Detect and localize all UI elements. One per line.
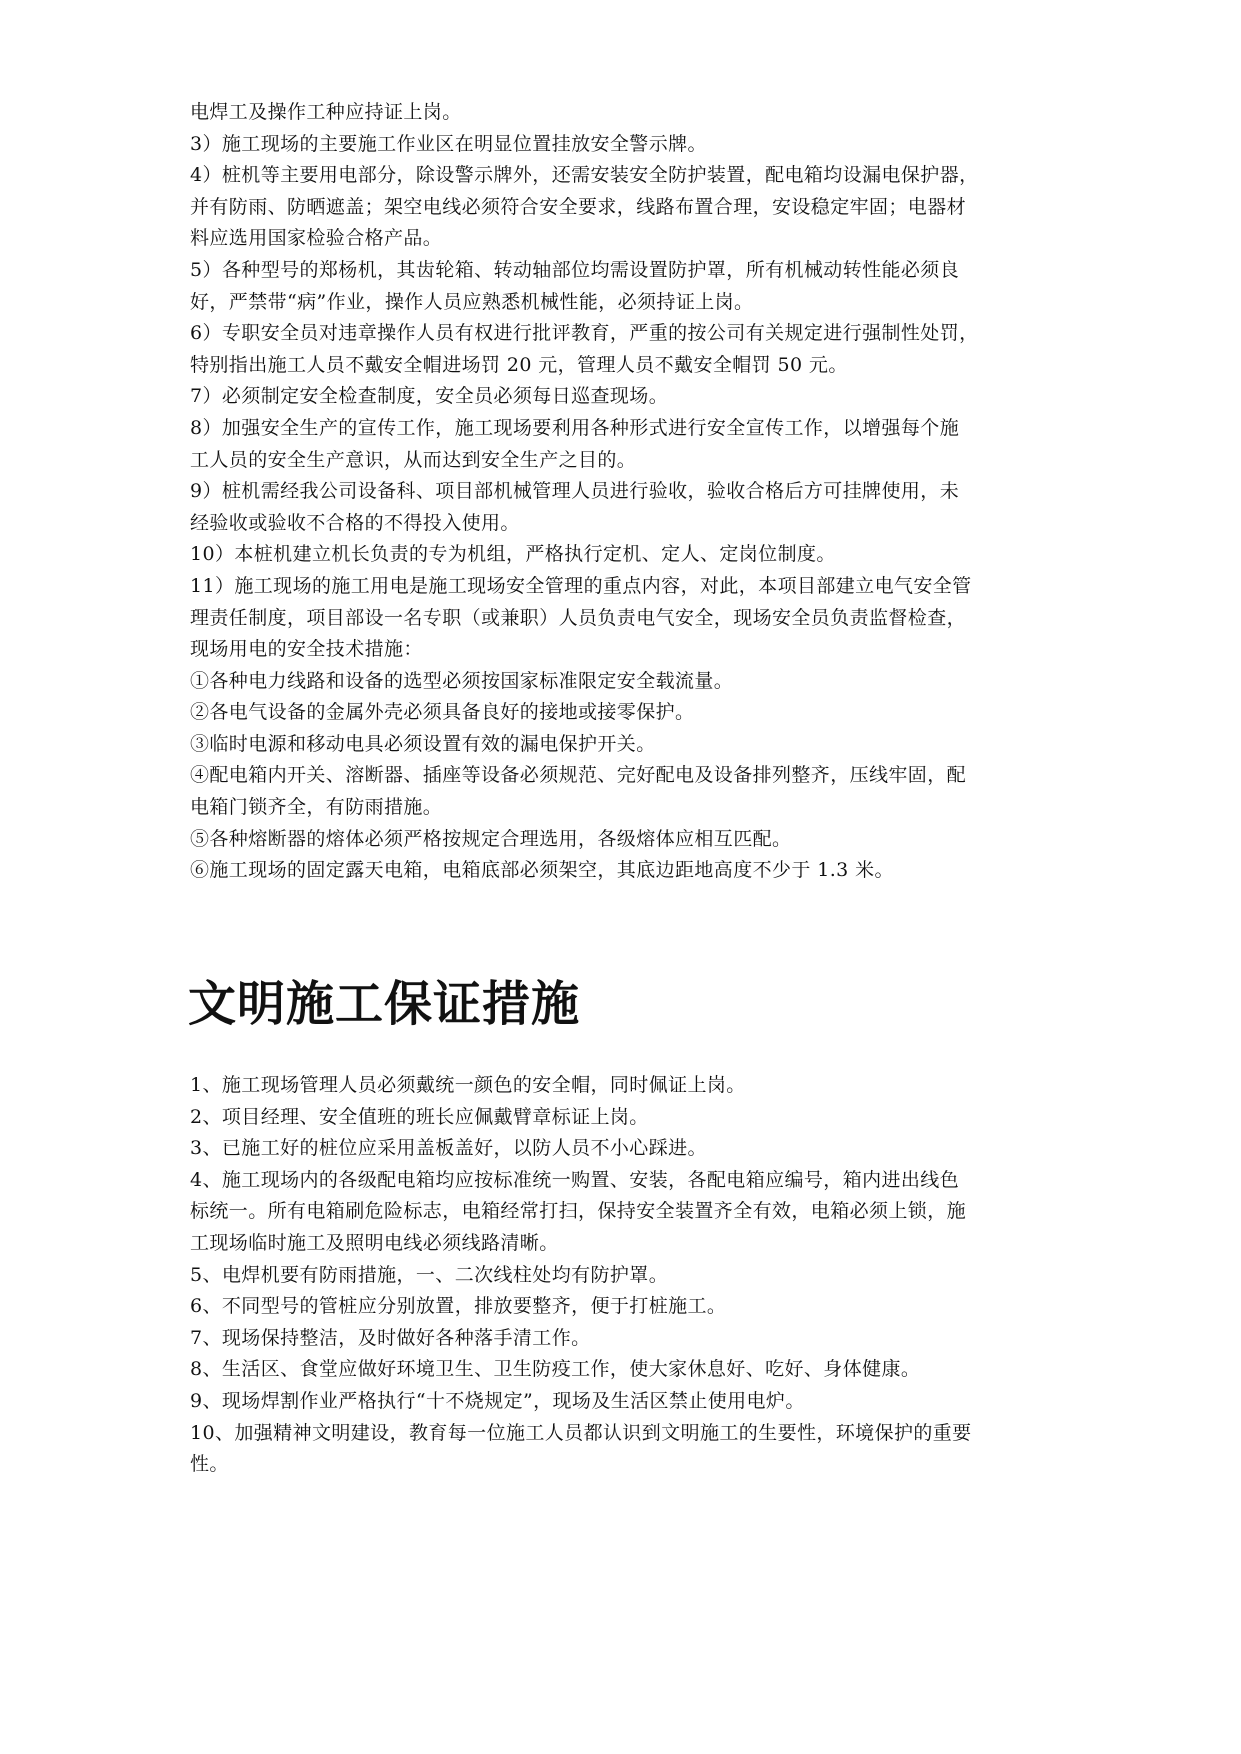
text-line: 并有防雨、防晒遮盖；架空电线必须符合安全要求，线路布置合理，安设稳定牢固；电器材 [190, 195, 967, 218]
text-line: 特别指出施工人员不戴安全帽进场罚 20 元，管理人员不戴安全帽罚 50 元。 [190, 353, 848, 376]
text-line: 7）必须制定安全检查制度，安全员必须每日巡查现场。 [190, 385, 669, 408]
text-line: 工人员的安全生产意识，从而达到安全生产之目的。 [190, 448, 637, 471]
list-item: 7、现场保持整洁，及时做好各种落手清工作。 [190, 1326, 591, 1349]
list-item: 1、施工现场管理人员必须戴统一颜色的安全帽，同时佩证上岗。 [190, 1074, 746, 1096]
text-line: 3）施工现场的主要施工作业区在明显位置挂放安全警示牌。 [190, 132, 707, 155]
safety-measures-text [190, 97, 1060, 887]
list-item: 10、加强精神文明建设，教育每一位施工人员都认识到文明施工的生要性，环境保护的重要 [190, 1421, 972, 1444]
text-line: 理责任制度，项目部设一名专职（或兼职）人员负责电气安全，现场安全员负责监督检查， [190, 606, 967, 629]
text-line: ⑥施工现场的固定露天电箱，电箱底部必须架空，其底边距地高度不少于 1.3 米。 [190, 859, 894, 882]
list-item: 8、生活区、食堂应做好环境卫生、卫生防疫工作，使大家休息好、吃好、身体健康。 [190, 1358, 921, 1381]
list-item: 工现场临时施工及照明电线必须线路清晰。 [190, 1231, 559, 1254]
list-item: 9、现场焊割作业严格执行“十不烧规定”，现场及生活区禁止使用电炉。 [190, 1389, 805, 1412]
civilized-measures-text [190, 1070, 1060, 1481]
text-line: ⑤各种熔断器的熔体必须严格按规定合理选用，各级熔体应相互匹配。 [190, 827, 792, 850]
text-line: 4）桩机等主要用电部分，除设警示牌外，还需安装安全防护装置，配电箱均设漏电保护器， [190, 164, 979, 187]
text-line: ②各电气设备的金属外壳必须具备良好的接地或接零保护。 [190, 701, 695, 724]
text-line: 6）专职安全员对违章操作人员有权进行批评教育，严重的按公司有关规定进行强制性处罚， [190, 322, 979, 345]
list-item: 标统一。所有电箱刷危险标志，电箱经常打扫，保持安全装置齐全有效，电箱必须上锁，施 [190, 1200, 967, 1223]
text-line: 料应选用国家检验合格产品。 [190, 227, 443, 250]
text-line: ④配电箱内开关、溶断器、插座等设备必须规范、完好配电及设备排列整齐，压线牢固，配 [190, 764, 967, 787]
text-line: ③临时电源和移动电具必须设置有效的漏电保护开关。 [190, 732, 656, 755]
text-line: 9）桩机需经我公司设备科、项目部机械管理人员进行验收，验收合格后方可挂牌使用，未 [190, 480, 960, 503]
list-item: 5、电焊机要有防雨措施，一、二次线柱处均有防护罩。 [190, 1263, 669, 1286]
text-line: 电焊工及操作工种应持证上岗。 [190, 101, 462, 123]
text-line: 电箱门锁齐全，有防雨措施。 [190, 796, 443, 819]
list-item: 2、项目经理、安全值班的班长应佩戴臂章标证上岗。 [190, 1105, 649, 1128]
text-line: 现场用电的安全技术措施： [190, 638, 423, 661]
section-heading: 文明施工保证措施 [188, 976, 581, 1032]
text-line: 5）各种型号的郑杨机，其齿轮箱、转动轴部位均需设置防护罩，所有机械动转性能必须良 [190, 258, 960, 281]
text-line: 经验收或验收不合格的不得投入使用。 [190, 511, 520, 534]
list-item: 4、施工现场内的各级配电箱均应按标准统一购置、安装，各配电箱应编号，箱内进出线色 [190, 1168, 960, 1191]
text-line: 好，严禁带“病”作业，操作人员应熟悉机械性能，必须持证上岗。 [190, 290, 754, 313]
list-item: 6、不同型号的管桩应分别放置，排放要整齐，便于打桩施工。 [190, 1295, 727, 1318]
text-line: 8）加强安全生产的宣传工作，施工现场要利用各种形式进行安全宣传工作，以增强每个施 [190, 416, 960, 439]
list-item: 3、已施工好的桩位应采用盖板盖好，以防人员不小心踩进。 [190, 1137, 707, 1160]
text-line: 11）施工现场的施工用电是施工现场安全管理的重点内容，对此，本项目部建立电气安全管 [190, 574, 972, 597]
list-item: 性。 [190, 1453, 229, 1476]
text-line: 10）本桩机建立机长负责的专为机组，严格执行定机、定人、定岗位制度。 [190, 543, 836, 566]
text-line: ①各种电力线路和设备的选型必须按国家标准限定安全载流量。 [190, 669, 734, 692]
